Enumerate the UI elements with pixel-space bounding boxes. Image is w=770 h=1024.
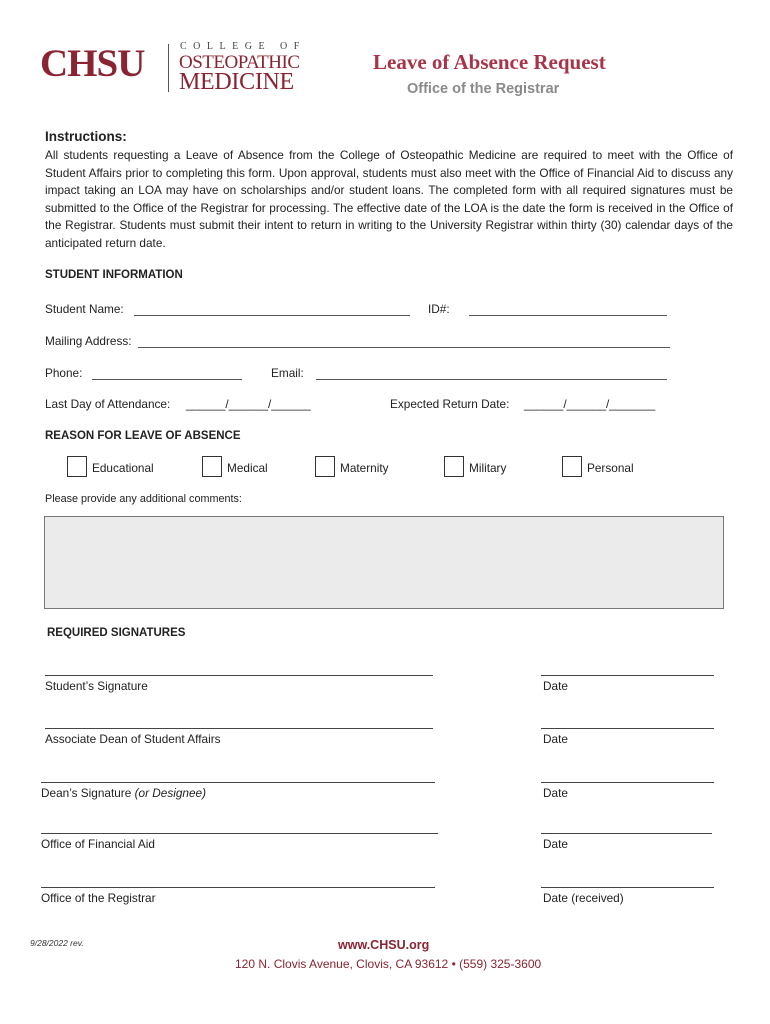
medical-label: Medical (227, 461, 268, 475)
return-date-field[interactable]: ______/______/_______ (524, 397, 656, 411)
personal-label: Personal (587, 461, 634, 475)
student-signature-line[interactable] (45, 675, 433, 676)
financial-aid-date-label: Date (543, 837, 568, 851)
maternity-checkbox[interactable] (315, 456, 335, 477)
id-label: ID#: (428, 302, 450, 316)
logo-chsu-wordmark: CHSU (40, 42, 145, 85)
student-name-label: Student Name: (45, 302, 124, 316)
registrar-date-label: Date (received) (543, 891, 624, 905)
instructions-heading: Instructions: (45, 129, 127, 144)
dean-signature-label: Dean’s Signature (or Designee) (41, 786, 207, 800)
mailing-address-label: Mailing Address: (45, 334, 132, 348)
assoc-dean-signature-label: Associate Dean of Student Affairs (45, 732, 221, 746)
dean-date-label: Date (543, 786, 568, 800)
dean-date-line[interactable] (541, 782, 714, 783)
mailing-address-field[interactable] (138, 347, 670, 348)
logo-osteopathic: OSTEOPATHIC (179, 52, 300, 73)
educational-label: Educational (92, 461, 154, 475)
student-signature-label: Student’s Signature (45, 679, 148, 693)
registrar-signature-line[interactable] (41, 887, 435, 888)
form-title: Leave of Absence Request (373, 50, 606, 74)
student-name-field[interactable] (134, 315, 410, 316)
last-day-field[interactable]: ______/______/______ (186, 397, 311, 411)
student-info-heading: STUDENT INFORMATION (45, 269, 183, 281)
military-label: Military (469, 461, 507, 475)
assoc-dean-date-line[interactable] (541, 728, 714, 729)
student-date-label: Date (543, 679, 568, 693)
maternity-label: Maternity (340, 461, 389, 475)
last-day-label: Last Day of Attendance: (45, 397, 171, 411)
financial-aid-signature-line[interactable] (41, 833, 438, 834)
registrar-signature-label: Office of the Registrar (41, 891, 156, 905)
educational-checkbox[interactable] (67, 456, 87, 477)
phone-field[interactable] (92, 379, 242, 380)
personal-checkbox[interactable] (562, 456, 582, 477)
instructions-text: All students requesting a Leave of Absence from the College of Osteopathic Medicine are required to meet with the Office of Student Affairs prior to completing this form. Upon approval, students must also meet with the Office of Financial Aid to discuss any impact taking an LOA may have on scholarships and/or student loans. The completed form with all required signatures must be submitted to the Office of the Registrar for processing. The effective date of the LOA is the date the form is received in the Office of the Registrar. Students must submit their intent to return in writing to the University Registrar within thirty (30) calendar days of the anticipated return date. (45, 148, 733, 250)
medical-checkbox[interactable] (202, 456, 222, 477)
assoc-dean-signature-line[interactable] (45, 728, 433, 729)
email-field[interactable] (316, 379, 667, 380)
comments-label: Please provide any additional comments: (45, 493, 242, 505)
logo-divider (168, 44, 169, 92)
military-checkbox[interactable] (444, 456, 464, 477)
phone-label: Phone: (45, 366, 83, 380)
return-date-label: Expected Return Date: (390, 397, 510, 411)
email-label: Email: (271, 366, 304, 380)
student-date-line[interactable] (541, 675, 714, 676)
revision-date: 9/28/2022 rev. (30, 938, 84, 948)
financial-aid-signature-label: Office of Financial Aid (41, 837, 155, 851)
financial-aid-date-line[interactable] (541, 833, 712, 834)
logo-college-of: COLLEGE OF (180, 41, 306, 52)
website-link[interactable]: www.CHSU.org (338, 938, 430, 952)
form-subtitle: Office of the Registrar (407, 81, 560, 97)
logo-medicine: MEDICINE (179, 69, 294, 95)
footer-address: 120 N. Clovis Avenue, Clovis, CA 93612 • (559) 325-3600 (235, 957, 542, 971)
assoc-dean-date-label: Date (543, 732, 568, 746)
signatures-heading: REQUIRED SIGNATURES (47, 627, 186, 639)
dean-signature-line[interactable] (41, 782, 435, 783)
id-field[interactable] (469, 315, 667, 316)
reason-heading: REASON FOR LEAVE OF ABSENCE (45, 430, 241, 442)
registrar-date-line[interactable] (541, 887, 714, 888)
comments-textarea[interactable] (44, 516, 724, 609)
